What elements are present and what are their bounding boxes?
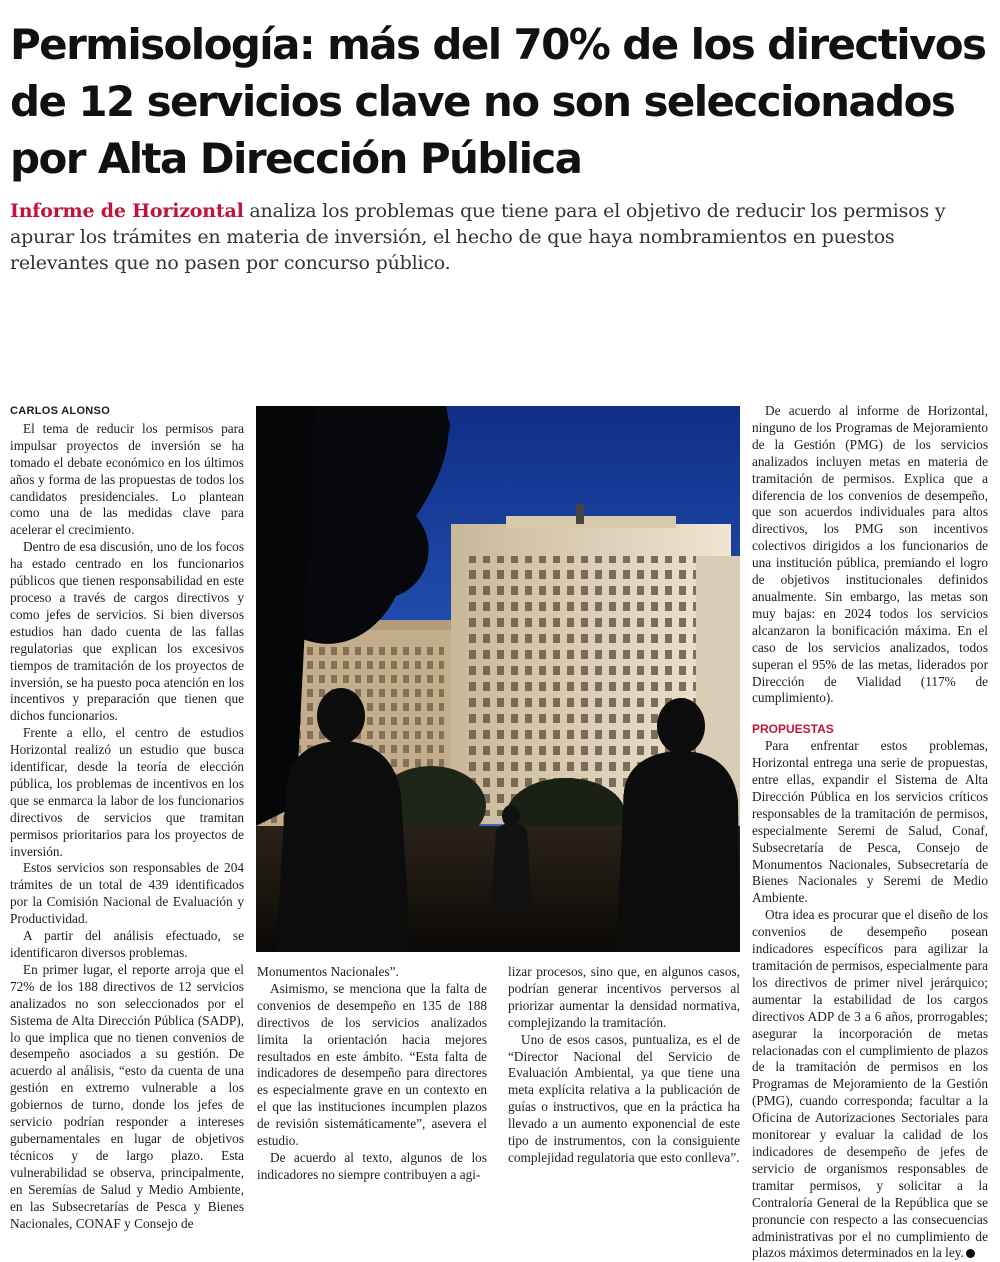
article-column-2 [257,964,487,1184]
headline-line: por Alta Dirección Pública [10,134,582,183]
paragraph: A partir del análisis efectuado, se identificaron diversos problemas. [10,928,244,960]
article-photo [256,406,740,952]
article-column-4 [752,403,988,1262]
end-mark-icon [966,1249,975,1258]
article-column-1 [10,403,244,1232]
paragraph-text: Otra idea es procurar que el diseño de los convenios de desempeño posean indicadores específicos para agilizar la tramitación de permisos, especialmente para los directivos de primer nivel jerárquico; aumentar la estabilidad de los cargos directivos ADP de 3 a 6 años, prorrogables; asegurar la incorporación de metas relacionadas con el cumplimiento de plazos de la tramitación de permisos en los Programas de Mejoramiento de la Gestión (PMG), cuando corresponda; facultar a la Oficina de Autorizaciones Sectoriales para monitorear y evaluar la calidad de los indicadores de desempeño de jefes de servicio de organismos responsables de tramitar permisos, y solicitar a la Contraloría General de la República que se pronuncie con respecto a las consecuencias administrativas por el no cumplimiento de plazos máximos determinados en la ley. [752,907,988,1261]
deck [10,198,990,276]
headline-line: de 12 servicios clave no son seleccionados [10,77,955,126]
paragraph: Uno de esos casos, puntualiza, es el de “Director Nacional del Servicio de Evaluación Ambiental, ya que tiene una meta explícita relativa a la publicación de guías o instructivos, que en la práctica ha llevado a un aumento exponencial de este tipo de instrumentos, con la consiguiente complejidad regulatoria que esto conlleva”. [508,1031,740,1165]
byline: CARLOS ALONSO [10,405,111,417]
paragraph: Frente a ello, el centro de estudios Horizontal realizó un estudio que busca identificar, desde la teoría de elección pública, los problemas de incentivos en los que se enmarca la labor de los funcionarios directivos de servicios que tramitan permisos prioritarios para los proyectos de inversión. [10,725,244,859]
paragraph: Para enfrentar estos problemas, Horizontal entrega una serie de propuestas, entre ellas, expandir el Sistema de Alta Dirección Pública en los servicios críticos responsables de la tramitación de permisos, especialmente Seremi de Salud, Conaf, Subsecretaría de Pesca, Consejo de Monumentos Nacionales, Subsecretaría de Bienes Nacionales y Seremi de Medio Ambiente. [752,738,988,906]
paragraph: lizar procesos, sino que, en algunos casos, podrían generar incentivos perversos al priorizar aumentar la densidad normativa, complejizando la tramitación. [508,964,740,1030]
deck-text: analiza los problemas que tiene para el objetivo de reducir los permisos y apurar los trámites en materia de inversión, el hecho de que haya nombramientos en puestos relevantes que no pasen por concurso público. [10,200,946,274]
paragraph: Estos servicios son responsables de 204 trámites de un total de 439 identificados por la Comisión Nacional de Evaluación y Productividad. [10,860,244,927]
paragraph [752,907,988,1262]
paragraph: Monumentos Nacionales”. [257,964,399,979]
article-column-3 [508,964,740,1167]
building-photo-icon [256,406,740,952]
headline [10,16,995,187]
paragraph: Asimismo, se menciona que la falta de convenios de desempeño en 135 de 188 directivos de los servicios analizados limita la orientación hacia mejores resultados en este ámbito. “Esta falta de indicadores de desempeño para directores es especialmente grave en un contexto en el que las instituciones incumplen plazos de revisión sistemáticamente”, asevera el estudio. [257,980,487,1149]
paragraph: De acuerdo al informe de Horizontal, ninguno de los Programas de Mejoramiento de la Gestión (PMG) de los servicios analizados incluyen metas en materia de tramitación de permisos. Explica que a diferencia de los convenios de desempeño, que son acuerdos individuales para altos directivos, los PMG son incentivos colectivos dirigidos a los funcionarios de una institución pública, premiando el logro de objetivos institucionales definidos anualmente. Sin embargo, las metas son muy bajas: en 2024 todos los servicios alcanzaron la bonificación máxima. En el caso de los servicios analizados, todos superan el 95% de las metas, liderados por Dirección de Vialidad (117% de cumplimiento). [752,403,988,706]
headline-line: Permisología: más del 70% de los directivos [10,20,986,69]
section-subhead: PROPUESTAS [752,722,834,737]
paragraph: De acuerdo al texto, algunos de los indicadores no siempre contribuyen a agi- [257,1149,487,1182]
paragraph: El tema de reducir los permisos para impulsar proyectos de inversión se ha tomado el debate económico en los últimos años y forma de las propuestas de todos los candidatos presidenciales. Lo plantean como una de las medidas clave para acelerar el crecimiento. [10,420,244,538]
paragraph: Dentro de esa discusión, uno de los focos ha estado centrado en los funcionarios públicos que tienen responsabilidad en este proceso a través de cargos directivos y como jefes de servicios. Si bien diversos estudios han dado cuenta de las fallas regulatorias que explican los excesivos tiempos de tramitación de los proyectos de inversión, se ha puesto poca atención en los incentivos y preparación que tienen que dichos funcionarios. [10,539,244,724]
deck-lead: Informe de Horizontal [10,200,244,222]
paragraph: En primer lugar, el reporte arroja que el 72% de los 188 directivos de 12 servicios analizados no son seleccionados por el Sistema de Alta Dirección Pública (SADP), lo que implica que no tienen convenios de desempeño asociados a su gestión. De acuerdo al análisis, “esto da cuenta de una gestión en extremo vulnerable a los gobiernos de turno, donde los jefes de servicio podrían responder a intereses gubernamentales en lugar de objetivos técnicos y de largo plazo. Esta vulnerabilidad se observa, principalmente, en Seremías de Salud y Medio Ambiente, en las Subsecretarías de Pesca y Bienes Nacionales, CONAF y Consejo de [10,961,244,1231]
